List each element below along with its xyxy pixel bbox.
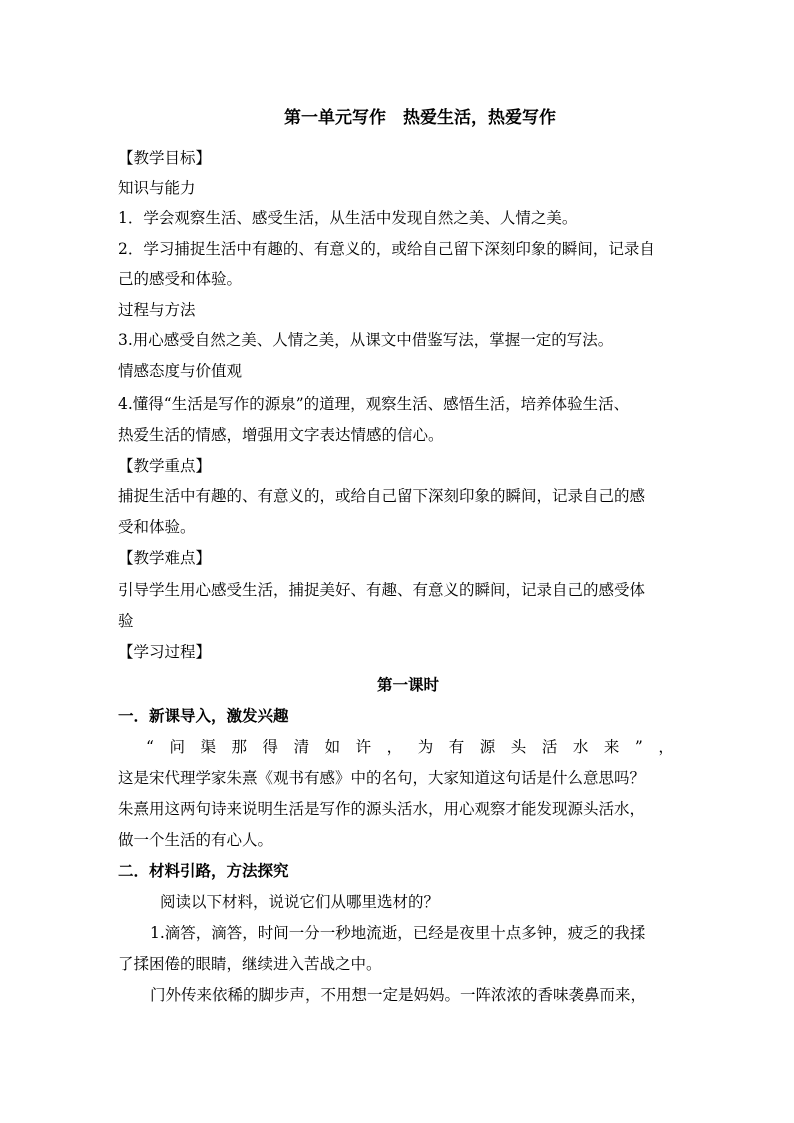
intro-line-1: 这是宋代理学家朱熹《观书有感》中的名句，大家知道这句话是什么意思吗？ — [118, 769, 646, 787]
intro-line-3: 做一个生活的有心人。 — [118, 831, 274, 849]
poem-char: “ — [146, 738, 154, 756]
objective-4-line-1: 4.懂得“生活是写作的源泉”的道理，观察生活、感悟生活，培养体验生活、 — [118, 395, 630, 413]
lesson-title: 第一课时 — [376, 675, 439, 694]
intro-line-2: 朱熹用这两句诗来说明生活是写作的源头活水，用心观察才能发现源头活水， — [118, 800, 646, 818]
poem-char: 如 — [324, 738, 341, 756]
section-2-heading: 二．材料引路，方法探究 — [118, 861, 289, 880]
section-1-heading: 一．新课导入，激发兴趣 — [118, 706, 289, 725]
objective-4-line-2: 热爱生活的情感，增强用文字表达情感的信心。 — [118, 426, 444, 444]
poem-char: 得 — [262, 738, 279, 756]
poem-char: 那 — [231, 738, 248, 756]
material-1-line-2: 了揉困倦的眼睛，继续进入苦战之中。 — [118, 955, 382, 973]
poem-char: ， — [658, 738, 674, 756]
difficulty-line-1: 引导学生用心感受生活，捕捉美好、有趣、有意义的瞬间，记录自己的感受体 — [118, 581, 646, 599]
poem-char: 渠 — [200, 738, 216, 756]
poem-char: 有 — [448, 738, 465, 756]
difficulty-heading: 【教学难点】 — [118, 549, 212, 567]
objective-3: 3.用心感受自然之美、人情之美，从课文中借鉴写法，掌握一定的写法。 — [118, 331, 614, 349]
objective-1: 1．学会观察生活、感受生活，从生活中发现自然之美、人情之美。 — [118, 209, 578, 227]
document-title: 第一单元写作 热爱生活，热爱写作 — [284, 108, 556, 128]
material-1-line-3: 门外传来依稀的脚步声，不用想一定是妈妈。一阵浓浓的香味袭鼻而来， — [150, 986, 647, 1004]
poem-char: 来 — [603, 738, 620, 756]
difficulty-line-2: 验 — [118, 612, 134, 630]
poem-char: 问 — [169, 738, 185, 756]
emotion-heading: 情感态度与价值观 — [118, 362, 243, 380]
poem-char: 水 — [572, 738, 589, 756]
learning-process-heading: 【学习过程】 — [118, 643, 212, 661]
read-prompt: 阅读以下材料，说说它们从哪里选材的？ — [160, 893, 440, 911]
poem-char: ， — [386, 738, 403, 756]
material-1-line-1: 1.滴答，滴答，时间一分一秒地流逝，已经是夜里十点多钟，疲乏的我揉 — [150, 924, 646, 942]
objective-2-line-1: 2．学习捕捉生活中有趣的、有意义的，或给自己留下深刻印象的瞬间，记录自 — [118, 240, 655, 258]
poem-char: 清 — [293, 738, 310, 756]
poem-char: 源 — [479, 738, 496, 756]
poem-char: ” — [634, 738, 643, 756]
key-points-line-2: 受和体验。 — [118, 518, 196, 536]
poem-char: 活 — [541, 738, 558, 756]
objectives-heading: 【教学目标】 — [118, 149, 212, 167]
poem-char: 为 — [417, 738, 434, 756]
poem-char: 许 — [355, 738, 372, 756]
knowledge-heading: 知识与能力 — [118, 179, 196, 197]
poem-char: 头 — [510, 738, 527, 756]
process-heading: 过程与方法 — [118, 301, 196, 319]
key-points-heading: 【教学重点】 — [118, 457, 212, 475]
poem-quote-line — [146, 737, 674, 757]
key-points-line-1: 捕捉生活中有趣的、有意义的，或给自己留下深刻印象的瞬间，记录自己的感 — [118, 487, 646, 505]
objective-2-line-2: 己的感受和体验。 — [118, 270, 243, 288]
